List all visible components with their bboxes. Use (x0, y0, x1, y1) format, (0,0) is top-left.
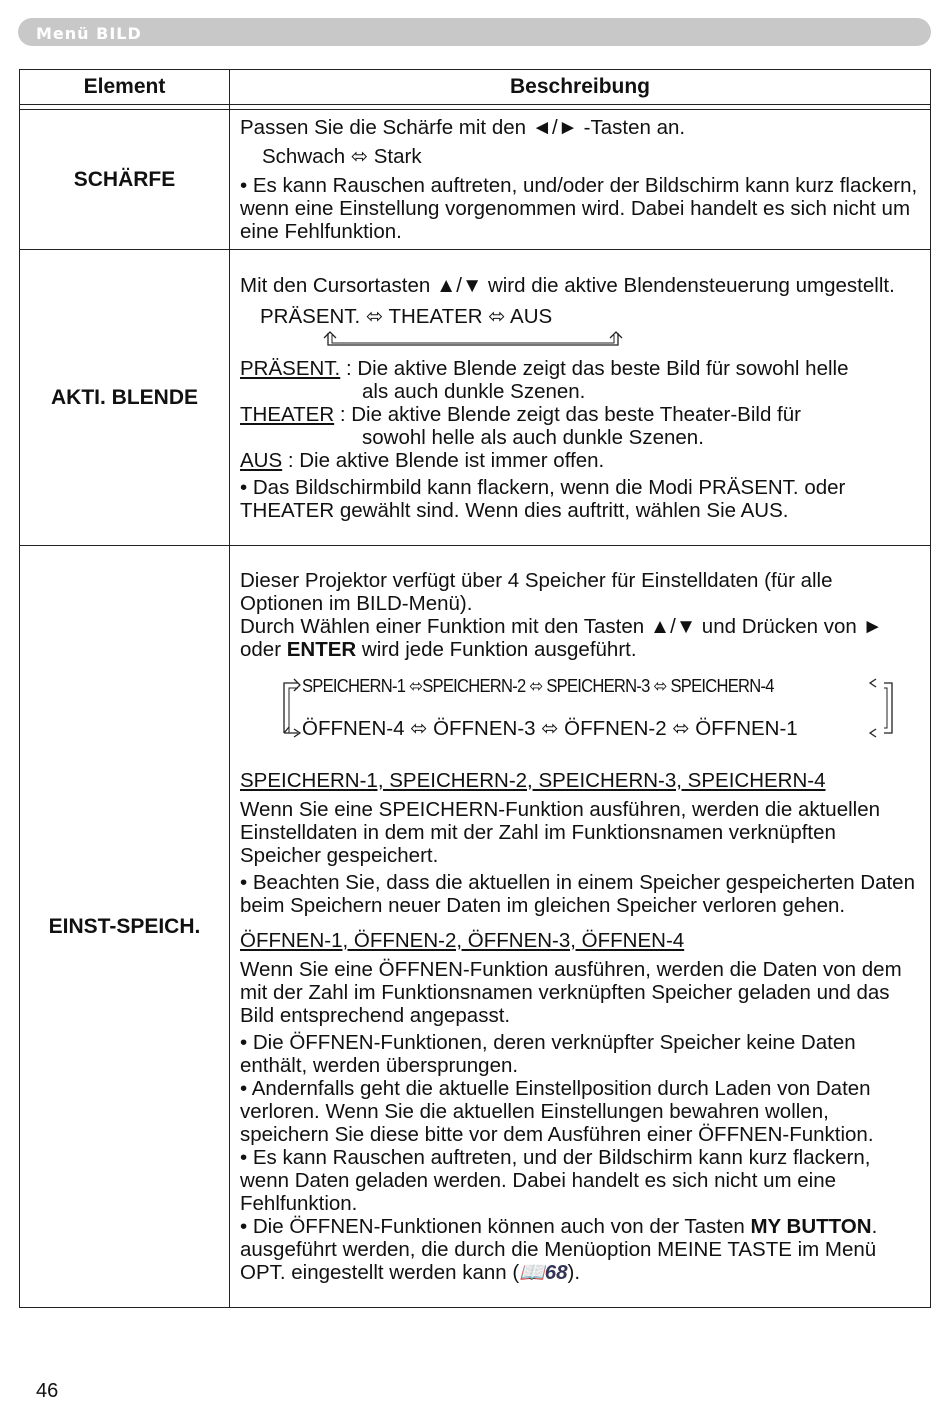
load-note-2: • Andernfalls geht die aktuelle Einstellposition durch Laden von Daten verloren. Wenn Sie die aktuellen Einstellungen bewahren wollen, speichern Sie diese bitte vor dem Ausführen einer ÖFFNEN-Funktion. (240, 1077, 874, 1146)
table-row-einst-speich (20, 546, 931, 1308)
load-cycle: ÖFFNEN-4 ⬄ ÖFFNEN-3 ⬄ ÖFFNEN-2 ⬄ ÖFFNEN-1 (302, 717, 798, 740)
desc-text: Passen Sie die Schärfe mit den ◄/► -Tasten an. (240, 116, 686, 139)
option-praesent-cont: als auch dunkle Szenen. (362, 379, 586, 403)
table-header-row (20, 70, 931, 105)
load-note-4: • Die ÖFFNEN-Funktionen können auch von der Tasten MY BUTTON. ausgeführt werden, die durch die Menüoption MEINE TASTE im Menü OPT. eingestellt werden kann (📖68). (240, 1215, 878, 1284)
save-text: Wenn Sie eine SPEICHERN-Funktion ausführen, werden die aktuellen Einstelldaten in dem mit der Zahl im Funktionsnamen verknüpften Speicher gespeichert. (240, 798, 881, 867)
save-heading: SPEICHERN-1, SPEICHERN-2, SPEICHERN-3, SPEICHERN-4 (240, 769, 826, 792)
page-reference-link[interactable]: 68 (544, 1261, 568, 1284)
option-aus: AUS : Die aktive Blende ist immer offen. (240, 448, 605, 472)
load-note-1: • Die ÖFFNEN-Funktionen, deren verknüpfter Speicher keine Daten enthält, werden übersprungen. (240, 1031, 856, 1077)
column-header-element: Element (20, 70, 230, 105)
save-note: • Beachten Sie, dass die aktuellen in einem Speicher gespeicherten Daten beim Speichern neuer Daten im gleichen Speicher verloren gehen. (240, 871, 915, 917)
desc-text-2: Durch Wählen einer Funktion mit den Tasten ▲/▼ und Drücken von ► oder ENTER wird jede Funktion ausgeführt. (240, 615, 883, 661)
page-number: 46 (36, 1380, 59, 1402)
desc-range: Schwach ⬄ Stark (262, 145, 422, 168)
table-row-akti-blende (20, 250, 931, 546)
cycle-diagram (260, 305, 918, 351)
option-theater: THEATER : Die aktive Blende zeigt das beste Theater-Bild für (240, 402, 801, 426)
cycle-options: PRÄSENT. ⬄ THEATER ⬄ AUS (260, 304, 553, 328)
load-text: Wenn Sie eine ÖFFNEN-Funktion ausführen, werden die Daten von dem mit der Zahl im Funktionsnamen verknüpften Speicher geladen und das Bild entsprechend angepasst. (240, 958, 902, 1027)
element-name: AKTI. BLENDE (20, 250, 230, 546)
menu-table (19, 69, 931, 1308)
desc-note: • Es kann Rauschen auftreten, und/oder der Bildschirm kann kurz flackern, wenn eine Einstellung vorgenommen wird. Dabei handelt es sich nicht um eine Fehlfunktion. (240, 174, 918, 243)
description-cell (230, 250, 931, 546)
table-row-schaerfe (20, 110, 931, 250)
element-name: EINST-SPEICH. (20, 546, 230, 1308)
option-theater-cont: sowohl helle als auch dunkle Szenen. (362, 425, 704, 449)
desc-note: • Das Bildschirmbild kann flackern, wenn die Modi PRÄSENT. oder THEATER gewählt sind. Wenn dies auftritt, wählen Sie AUS. (240, 475, 846, 522)
save-cycle: SPEICHERN-1 ⬄SPEICHERN-2 ⬄ SPEICHERN-3 ⬄ SPEICHERN-4 (302, 676, 774, 696)
load-note-3: • Es kann Rauschen auftreten, und der Bildschirm kann kurz flackern, wenn Daten geladen werden. Dabei handelt es sich nicht um eine Fehlfunktion. (240, 1146, 871, 1215)
desc-text: Dieser Projektor verfügt über 4 Speicher für Einstelldaten (für alle Optionen im BILD-Menü). (240, 569, 833, 615)
load-heading: ÖFFNEN-1, ÖFFNEN-2, ÖFFNEN-3, ÖFFNEN-4 (240, 929, 685, 952)
return-arrow-icon (306, 331, 626, 353)
section-title: Menü BILD (36, 24, 142, 43)
section-header-bar (18, 18, 931, 46)
element-name: SCHÄRFE (20, 110, 230, 250)
option-praesent: PRÄSENT. : Die aktive Blende zeigt das beste Bild für sowohl helle (240, 356, 849, 380)
desc-text: Mit den Cursortasten ▲/▼ wird die aktive Blendensteuerung umgestellt. (240, 273, 895, 297)
column-header-description: Beschreibung (230, 70, 931, 105)
memory-cycle-diagram (280, 671, 918, 759)
description-cell (230, 546, 931, 1308)
description-cell (230, 110, 931, 250)
book-reference-icon: 📖 (519, 1261, 545, 1284)
